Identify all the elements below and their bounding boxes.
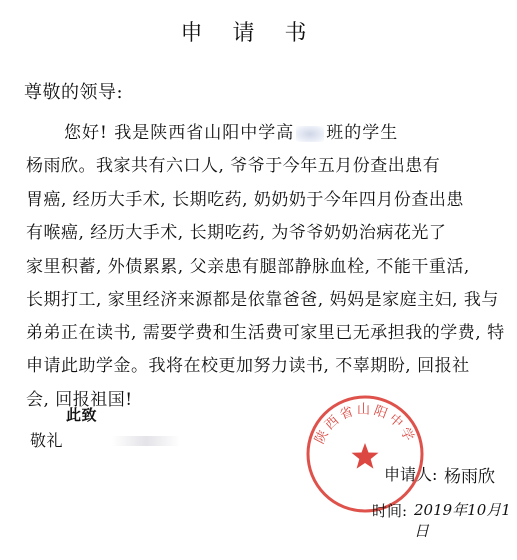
body-line-7: 弟弟正在读书, 需要学费和生活费可家里已无承担我的学费, 特 — [26, 323, 505, 343]
body-line-2: 杨雨欣。我家共有六口人, 爷爷于今年五月份查出患有 — [26, 156, 441, 176]
date-label: 时间: — [372, 502, 408, 520]
body-line-1-text: 您好! 我是陕西省山阳中学高 — [64, 123, 295, 143]
closing-ci-zhi: 此致 — [66, 406, 98, 424]
body-line-6: 长期打工, 家里经济来源都是依靠爸爸, 妈妈是家庭主妇, 我与 — [26, 290, 499, 310]
stamp-star-icon — [352, 443, 379, 469]
letter-title: 申请书 — [180, 21, 337, 46]
body-line-4: 有喉癌, 经历大手术, 长期吃药, 为爷爷奶奶治病花光了 — [26, 223, 447, 243]
body-line-3: 胃癌, 经历大手术, 长期吃药, 奶奶奶于今年四月份查出患 — [26, 190, 464, 210]
body-line-5: 家里积蓄, 外债累累, 父亲患有腿部静脉血栓, 不能干重活, — [26, 257, 470, 277]
official-seal-stamp — [304, 393, 426, 515]
signature-label: 申请人: — [384, 465, 438, 484]
closing-jing-li: 敬礼 — [30, 431, 64, 450]
redacted-class-number — [296, 126, 324, 142]
body-line-1 — [64, 118, 398, 143]
date-value: 2019年10月1日 — [414, 501, 511, 540]
salutation: 尊敬的领导: — [24, 82, 124, 103]
svg-text:陕西省山阳中学: 陕西省山阳中学 — [312, 402, 418, 447]
faint-scan-mark — [112, 436, 180, 446]
body-line-8: 申请此助学金。我将在校更加努力读书, 不辜期盼, 回报社 — [26, 356, 470, 376]
body-line-9: 会, 回报祖国! — [26, 390, 133, 410]
body-line-1-end: 班的学生 — [326, 123, 399, 143]
signature-name: 杨雨欣 — [444, 467, 495, 487]
